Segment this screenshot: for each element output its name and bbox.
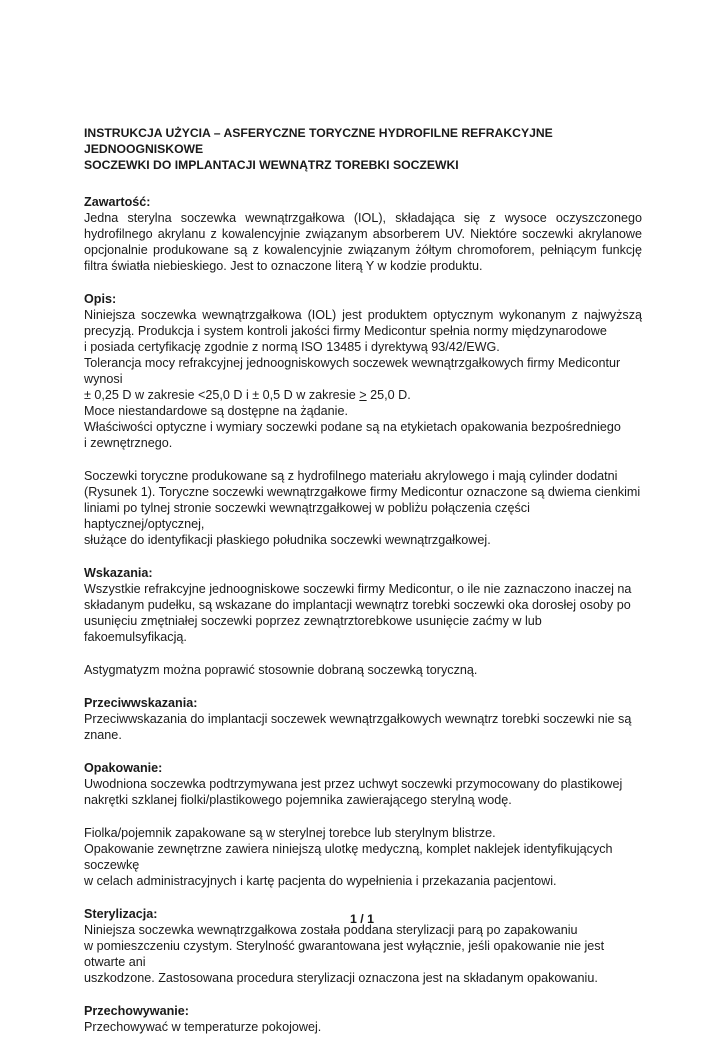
paragraph: Tolerancja mocy refrakcyjnej jednoogniskowych soczewek wewnątrzgałkowych firmy Medicontur wynosi bbox=[84, 356, 621, 386]
section-zawartosc bbox=[84, 194, 642, 274]
paragraph: i posiada certyfikację zgodnie z normą ISO 13485 i dyrektywą 93/42/EWG. bbox=[84, 340, 500, 354]
paragraph: Przechowywać w temperaturze pokojowej. bbox=[84, 1020, 322, 1034]
page-number: 1 / 1 bbox=[349, 912, 375, 926]
paragraph: i zewnętrznego. bbox=[84, 436, 173, 450]
paragraph bbox=[84, 387, 642, 403]
paragraph: usunięciu zmętniałej soczewki poprzez zewnątrztorebkowe usunięcie zaćmy w lub fakoemulsyfikacją. bbox=[84, 614, 542, 644]
paragraph: Soczewki toryczne produkowane są z hydrofilnego materiału akrylowego i mają cylinder dodatni bbox=[84, 469, 618, 483]
section-heading: Przeciwwskazania: bbox=[84, 696, 198, 710]
paragraph: Właściwości optyczne i wymiary soczewki podane są na etykietach opakowania bezpośredniego bbox=[84, 420, 621, 434]
section-heading: Wskazania: bbox=[84, 566, 153, 580]
paragraph: uszkodzone. Zastosowana procedura sterylizacji oznaczona jest na składanym opakowaniu. bbox=[84, 971, 598, 985]
section-wskazania bbox=[84, 565, 642, 678]
section-przeciwwskazania bbox=[84, 695, 642, 743]
text-run: ± 0,25 D w zakresie <25,0 D i ± 0,5 D w zakresie bbox=[84, 388, 360, 402]
paragraph: Uwodniona soczewka podtrzymywana jest przez uchwyt soczewki przymocowany do plastikowej bbox=[84, 777, 623, 791]
paragraph: w pomieszczeniu czystym. Sterylność gwarantowana jest wyłącznie, jeśli opakowanie nie jest otwarte ani bbox=[84, 939, 605, 969]
section-heading: Przechowywanie: bbox=[84, 1004, 189, 1018]
section-heading: Sterylizacja: bbox=[84, 907, 158, 921]
section-opis bbox=[84, 291, 642, 548]
title-line-1: INSTRUKCJA UŻYCIA – ASFERYCZNE TORYCZNE HYDROFILNE REFRAKCYJNE JEDNOOGNISKOWE bbox=[84, 126, 553, 156]
paragraph: Niniejsza soczewka wewnątrzgałkowa (IOL) jest produktem optycznym wykonanym z najwyższą precyzją. Produkcja i system kontroli jakości firmy Medicontur spełnia normy międzynarodowe bbox=[84, 308, 642, 338]
section-opakowanie bbox=[84, 760, 642, 889]
paragraph: Niniejsza soczewka wewnątrzgałkowa została poddana sterylizacji parą po zapakowaniu bbox=[84, 923, 578, 937]
section-heading: Opakowanie: bbox=[84, 761, 163, 775]
paragraph: Opakowanie zewnętrzne zawiera niniejszą ulotkę medyczną, komplet naklejek identyfikujących soczewkę bbox=[84, 842, 613, 872]
title-line-2: SOCZEWKI DO IMPLANTACJI WEWNĄTRZ TOREBKI SOCZEWKI bbox=[84, 158, 459, 172]
text-run-underlined: > bbox=[359, 388, 367, 402]
section-heading: Opis: bbox=[84, 292, 117, 306]
paragraph: liniami po tylnej stronie soczewki wewnątrzgałkowej w pobliżu połączenia części haptycznej/optycznej, bbox=[84, 501, 530, 531]
document-title bbox=[84, 125, 642, 173]
text-run: 25,0 D. bbox=[366, 388, 411, 402]
section-przechowywanie bbox=[84, 1003, 642, 1035]
paragraph: w celach administracyjnych i kartę pacjenta do wypełnienia i przekazania pacjentowi. bbox=[84, 874, 557, 888]
paragraph: Fiolka/pojemnik zapakowane są w sterylnej torebce lub sterylnym blistrze. bbox=[84, 826, 496, 840]
paragraph: nakrętki szklanej fiolki/plastikowego pojemnika zawierającego sterylną wodę. bbox=[84, 793, 512, 807]
paragraph: (Rysunek 1). Toryczne soczewki wewnątrzgałkowe firmy Medicontur oznaczone są dwiema cienkimi bbox=[84, 485, 641, 499]
paragraph: Moce niestandardowe są dostępne na żądanie. bbox=[84, 404, 348, 418]
paragraph: Przeciwwskazania do implantacji soczewek wewnątrzgałkowych wewnątrz torebki soczewki nie są znane. bbox=[84, 712, 632, 742]
section-heading: Zawartość: bbox=[84, 195, 151, 209]
paragraph: składanym pudełku, są wskazane do implantacji wewnątrz torebki soczewki oka dorosłej osoby po bbox=[84, 598, 631, 612]
paragraph: Astygmatyzm można poprawić stosownie dobraną soczewką toryczną. bbox=[84, 663, 478, 677]
paragraph: Wszystkie refrakcyjne jednoogniskowe soczewki firmy Medicontur, o ile nie zaznaczono inaczej na bbox=[84, 582, 632, 596]
section-text: Jedna sterylna soczewka wewnątrzgałkowa (IOL), składająca się z wysoce oczyszczonego hydrofilnego akrylanu z kowalencyjnie związanym absorberem UV. Niektóre soczewki akrylanowe opcjonalnie produkowane są z kowalencyjnie związanym żółtym chromoforem, pełniącym funkcję filtra światła niebieskiego. Jest to oznaczone literą Y w kodzie produktu. bbox=[84, 211, 642, 273]
paragraph: służące do identyfikacji płaskiego południka soczewki wewnątrzgałkowej. bbox=[84, 533, 491, 547]
